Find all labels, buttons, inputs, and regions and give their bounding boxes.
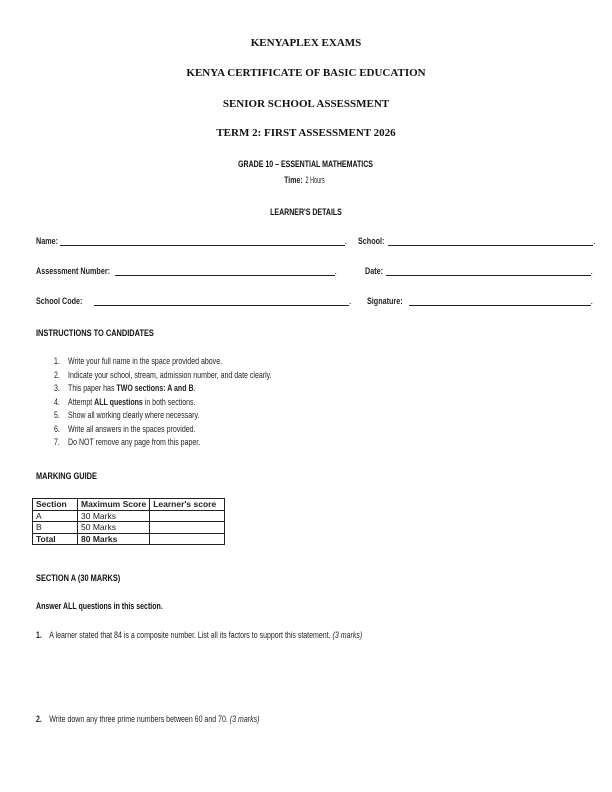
table-cell: Total — [33, 533, 78, 545]
instruction-item: 5. Show all working clearly where necessary. — [54, 410, 200, 420]
table-row — [33, 510, 225, 522]
table-header-row — [33, 499, 225, 511]
marking-guide-heading: MARKING GUIDE — [36, 471, 97, 482]
date-field[interactable]: Date: . — [365, 266, 594, 276]
certificate-title: KENYA CERTIFICATE OF BASIC EDUCATION — [186, 67, 426, 79]
assessment-number-field[interactable]: Assessment Number: . — [36, 266, 338, 276]
time-label: Time: — [284, 175, 304, 185]
table-cell: B — [33, 522, 78, 534]
school-field[interactable]: School: . — [358, 236, 596, 246]
table-cell[interactable] — [150, 533, 225, 545]
table-cell[interactable] — [150, 522, 225, 534]
table-cell: Learner's score — [150, 499, 225, 511]
table-row — [33, 522, 225, 534]
table-cell: 80 Marks — [78, 533, 150, 545]
term-title: TERM 2: FIRST ASSESSMENT 2026 — [216, 127, 396, 139]
question-2: 2. Write down any three prime numbers between 60 and 70. (3 marks) — [36, 714, 260, 724]
time-value: 2 Hours — [305, 175, 325, 185]
section-a-heading: SECTION A (30 MARKS) — [36, 573, 121, 584]
instruction-item: 3. This paper has TWO sections: A and B. — [54, 383, 196, 393]
table-cell: Section — [33, 499, 78, 511]
section-a-instruction: Answer ALL questions in this section. — [36, 601, 163, 611]
question-1: 1. A learner stated that 84 is a composite number. List all its factors to support this statement. (3 marks) — [36, 630, 363, 640]
table-cell: 30 Marks — [78, 510, 150, 522]
assessment-title: SENIOR SCHOOL ASSESSMENT — [222, 98, 390, 110]
name-field[interactable]: Name: . — [36, 236, 348, 246]
table-cell: 50 Marks — [78, 522, 150, 534]
instruction-item: 1. Write your full name in the space provided above. — [54, 356, 223, 366]
marking-table — [32, 498, 225, 545]
learner-details-heading: LEARNER'S DETAILS — [270, 207, 342, 217]
instruction-item: 2. Indicate your school, stream, admission number, and date clearly. — [54, 369, 272, 380]
exam-body-title: KENYAPLEX EXAMS — [250, 37, 362, 49]
instruction-item: 4. Attempt ALL questions in both sections. — [54, 396, 196, 407]
table-row — [33, 533, 225, 545]
instructions-list — [54, 356, 272, 451]
table-cell: A — [33, 510, 78, 522]
instructions-heading: INSTRUCTIONS TO CANDIDATES — [36, 328, 154, 339]
subject-title: GRADE 10 – ESSENTIAL MATHEMATICS — [238, 159, 374, 169]
signature-field[interactable]: Signature: . — [367, 296, 594, 306]
table-cell[interactable] — [150, 510, 225, 522]
instruction-item: 7. Do NOT remove any page from this paper. — [54, 437, 201, 447]
instruction-item: 6. Write all answers in the spaces provided. — [54, 423, 196, 434]
school-code-field[interactable]: School Code: . — [36, 296, 352, 306]
table-cell: Maximum Score — [78, 499, 150, 511]
